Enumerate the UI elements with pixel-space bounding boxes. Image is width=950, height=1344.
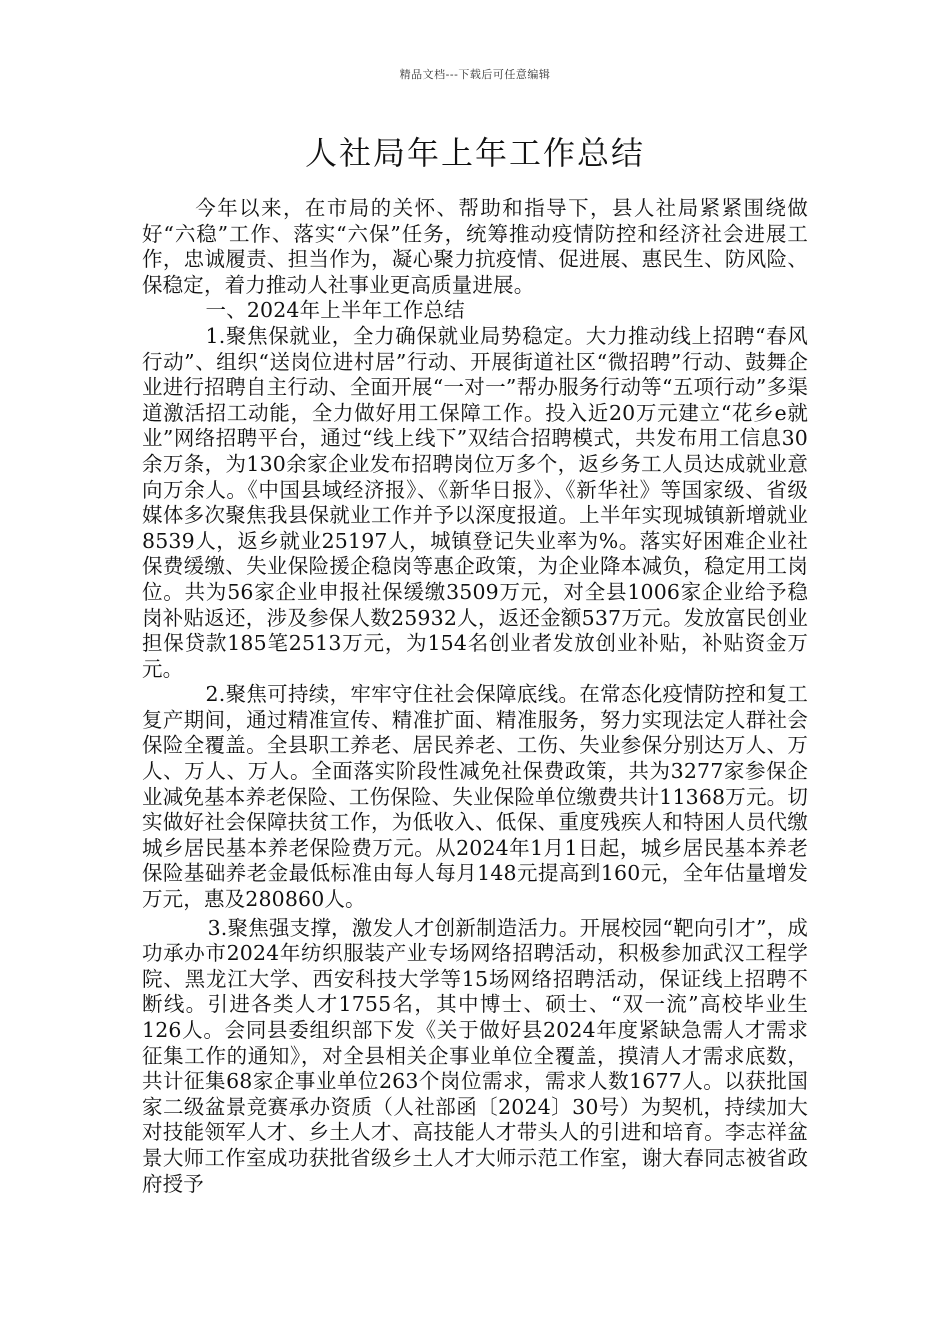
item-paragraph-talent: 3.聚焦强支撑，激发人才创新制造活力。开展校园“靶向引才”，成功承办市2024年纺织服装产业专场网络招聘活动，积极参加武汉工程学院、黑龙江大学、西安科技大学等15场网络招聘活动，保证线上招聘不断线。引进各类人才1755名，其中博士、硕士、“双一流”高校毕业生126人。会同县委组织部下发《关于做好县2024年度紧缺急需人才需求征集工作的通知》，对全县相关企事业单位全覆盖，摸清人才需求底数，共计征集68家企事业单位263个岗位需求，需求人数1677人。以获批国家二级盆景竞赛承办资质（人社部函〔2024〕30号）为契机，持续加大对技能领军人才、乡土人才、高技能人才带头人的引进和培育。李志祥盆景大师工作室成功获批省级乡土人才大师示范工作室，谢大春同志被省政府授予: [142, 915, 808, 1196]
section-heading: 一、2024年上半年工作总结: [205, 298, 465, 323]
intro-paragraph: 今年以来，在市局的关怀、帮助和指导下，县人社局紧紧围绕做好“六稳”工作、落实“六保”任务，统筹推动疫情防控和经济社会进展工作，忠诚履责、担当作为，凝心聚力抗疫情、促进展、惠民生、防风险、保稳定，着力推动人社事业更高质量进展。: [142, 196, 808, 297]
item-paragraph-social-security: 2.聚焦可持续，牢牢守住社会保障底线。在常态化疫情防控和复工复产期间，通过精准宣传、精准扩面、精准服务，努力实现法定人群社会保险全覆盖。全县职工养老、居民养老、工伤、失业参保分别达万人、万人、万人、万人。全面落实阶段性减免社保费政策，共为3277家参保企业减免基本养老保险、工伤保险、失业保险单位缴费共计11368万元。切实做好社会保障扶贫工作，为低收入、低保、重度残疾人和特困人员代缴城乡居民基本养老保险费万元。从2024年1月1日起，城乡居民基本养老保险基础养老金最低标准由每人每月148元提高到160元，全年估量增发万元，惠及280860人。: [142, 682, 808, 912]
item-paragraph-employment: 1.聚焦保就业，全力确保就业局势稳定。大力推动线上招聘“春风行动”、组织“送岗位进村居”行动、开展街道社区“微招聘”行动、鼓舞企业进行招聘自主行动、全面开展“一对一”帮办服务行动等“五项行动”多渠道激活招工动能，全力做好用工保障工作。投入近20万元建立“花乡e就业”网络招聘平台，通过“线上线下”双结合招聘模式，共发布用工信息30余万条，为130余家企业发布招聘岗位万多个，返乡务工人员达成就业意向万余人。《中国县域经济报》、《新华日报》、《新华社》等国家级、省级媒体多次聚焦我县保就业工作并予以深度报道。上半年实现城镇新增就业8539人，返乡就业25197人，城镇登记失业率为%。落实好困难企业社保费缓缴、失业保险援企稳岗等惠企政策，为企业降本减负，稳定用工岗位。共为56家企业申报社保缓缴3509万元，对全县1006家企业给予稳岗补贴返还，涉及参保人数25932人，返还金额537万元。发放富民创业担保贷款185笔2513万元，为154名创业者发放创业补贴，补贴资金万元。: [142, 323, 808, 681]
document-body: [142, 196, 808, 1197]
page-header-note: 精品文档---下载后可任意编辑: [399, 68, 551, 81]
document-title: 人社局年上年工作总结: [304, 134, 645, 172]
